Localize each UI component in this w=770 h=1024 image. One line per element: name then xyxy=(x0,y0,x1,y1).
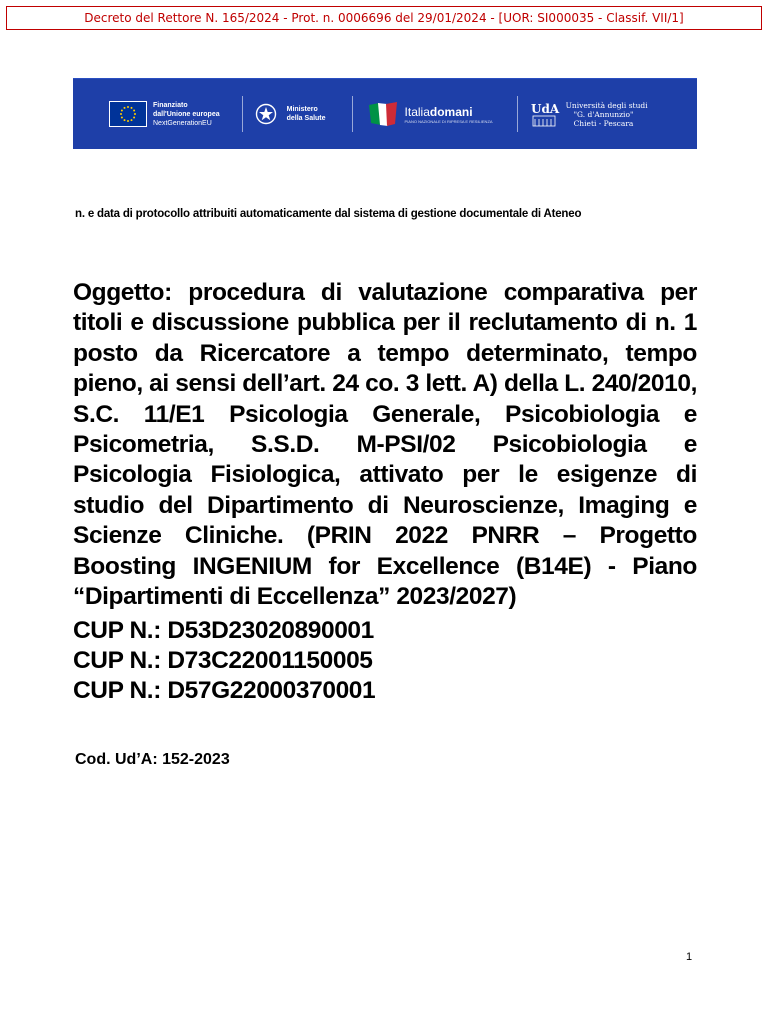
university-line2: "G. d'Annunzio" xyxy=(573,109,634,119)
ministry-logo xyxy=(255,103,326,125)
university-logo xyxy=(530,100,648,128)
header-banner xyxy=(73,78,697,149)
protocol-stamp: Decreto del Rettore N. 165/2024 - Prot. n. 0006696 del 29/01/2024 - [UOR: SI000035 - Classif. VII/1] xyxy=(6,6,762,30)
eu-line1: Finanziato xyxy=(153,101,188,109)
university-line3: Chieti - Pescara xyxy=(573,118,634,128)
cup-list xyxy=(73,616,375,706)
banner-divider xyxy=(352,96,353,132)
cup-item: CUP N.: D57G22000370001 xyxy=(73,677,376,704)
eu-funding-logo xyxy=(109,101,220,128)
italiadomani-logo xyxy=(365,99,493,129)
eu-line3: NextGenerationEU xyxy=(153,119,212,127)
italiadomani-part2: domani xyxy=(429,104,473,119)
italiadomani-subtitle: PIANO NAZIONALE DI RIPRESA E RESILIENZA xyxy=(404,118,493,124)
ministry-line1: Ministero xyxy=(286,106,318,113)
eu-line2: dall'Unione europea xyxy=(153,110,220,118)
university-line1: Università degli studi xyxy=(565,100,648,110)
page-number: 1 xyxy=(686,951,693,963)
cup-item: CUP N.: D73C22001150005 xyxy=(73,647,373,674)
university-crest-icon xyxy=(530,100,560,128)
banner-divider xyxy=(242,96,243,132)
banner-divider xyxy=(517,96,518,132)
subject-paragraph: Oggetto: procedura di valutazione comparativa per titoli e discussione pubblica per il reclutamento di n. 1 posto da Ricercatore a tempo determinato, tempo pieno, ai sensi dell’art. 24 co. 3 lett. A) della L. 240/2010, S.C. 11/E1 Psicologia Generale, Psicobiologia e Psicometria, S.S.D. M-PSI/02 Psicobiologia e Psicologia Fisiologica, attivato per le esigenze di studio del Dipartimento di Neuroscienze, Imaging e Scienze Cliniche. (PRIN 2022 PNRR – Progetto Boosting INGENIUM for Excellence (B14E) - Piano “Dipartimenti di Eccellenza” 2023/2027) xyxy=(73,279,697,611)
protocol-note: n. e data di protocollo attribuiti automaticamente dal sistema di gestione documentale di Ateneo xyxy=(75,208,582,220)
eu-flag-icon xyxy=(109,101,147,127)
uda-code: Cod. Ud’A: 152-2023 xyxy=(75,751,230,768)
italiadomani-part1: Italia xyxy=(404,104,430,119)
italian-emblem-icon xyxy=(255,103,277,125)
svg-text:UdA: UdA xyxy=(530,102,559,116)
cup-item: CUP N.: D53D23020890001 xyxy=(73,617,374,644)
italiadomani-mark-icon xyxy=(365,99,401,129)
ministry-line2: della Salute xyxy=(286,115,326,122)
